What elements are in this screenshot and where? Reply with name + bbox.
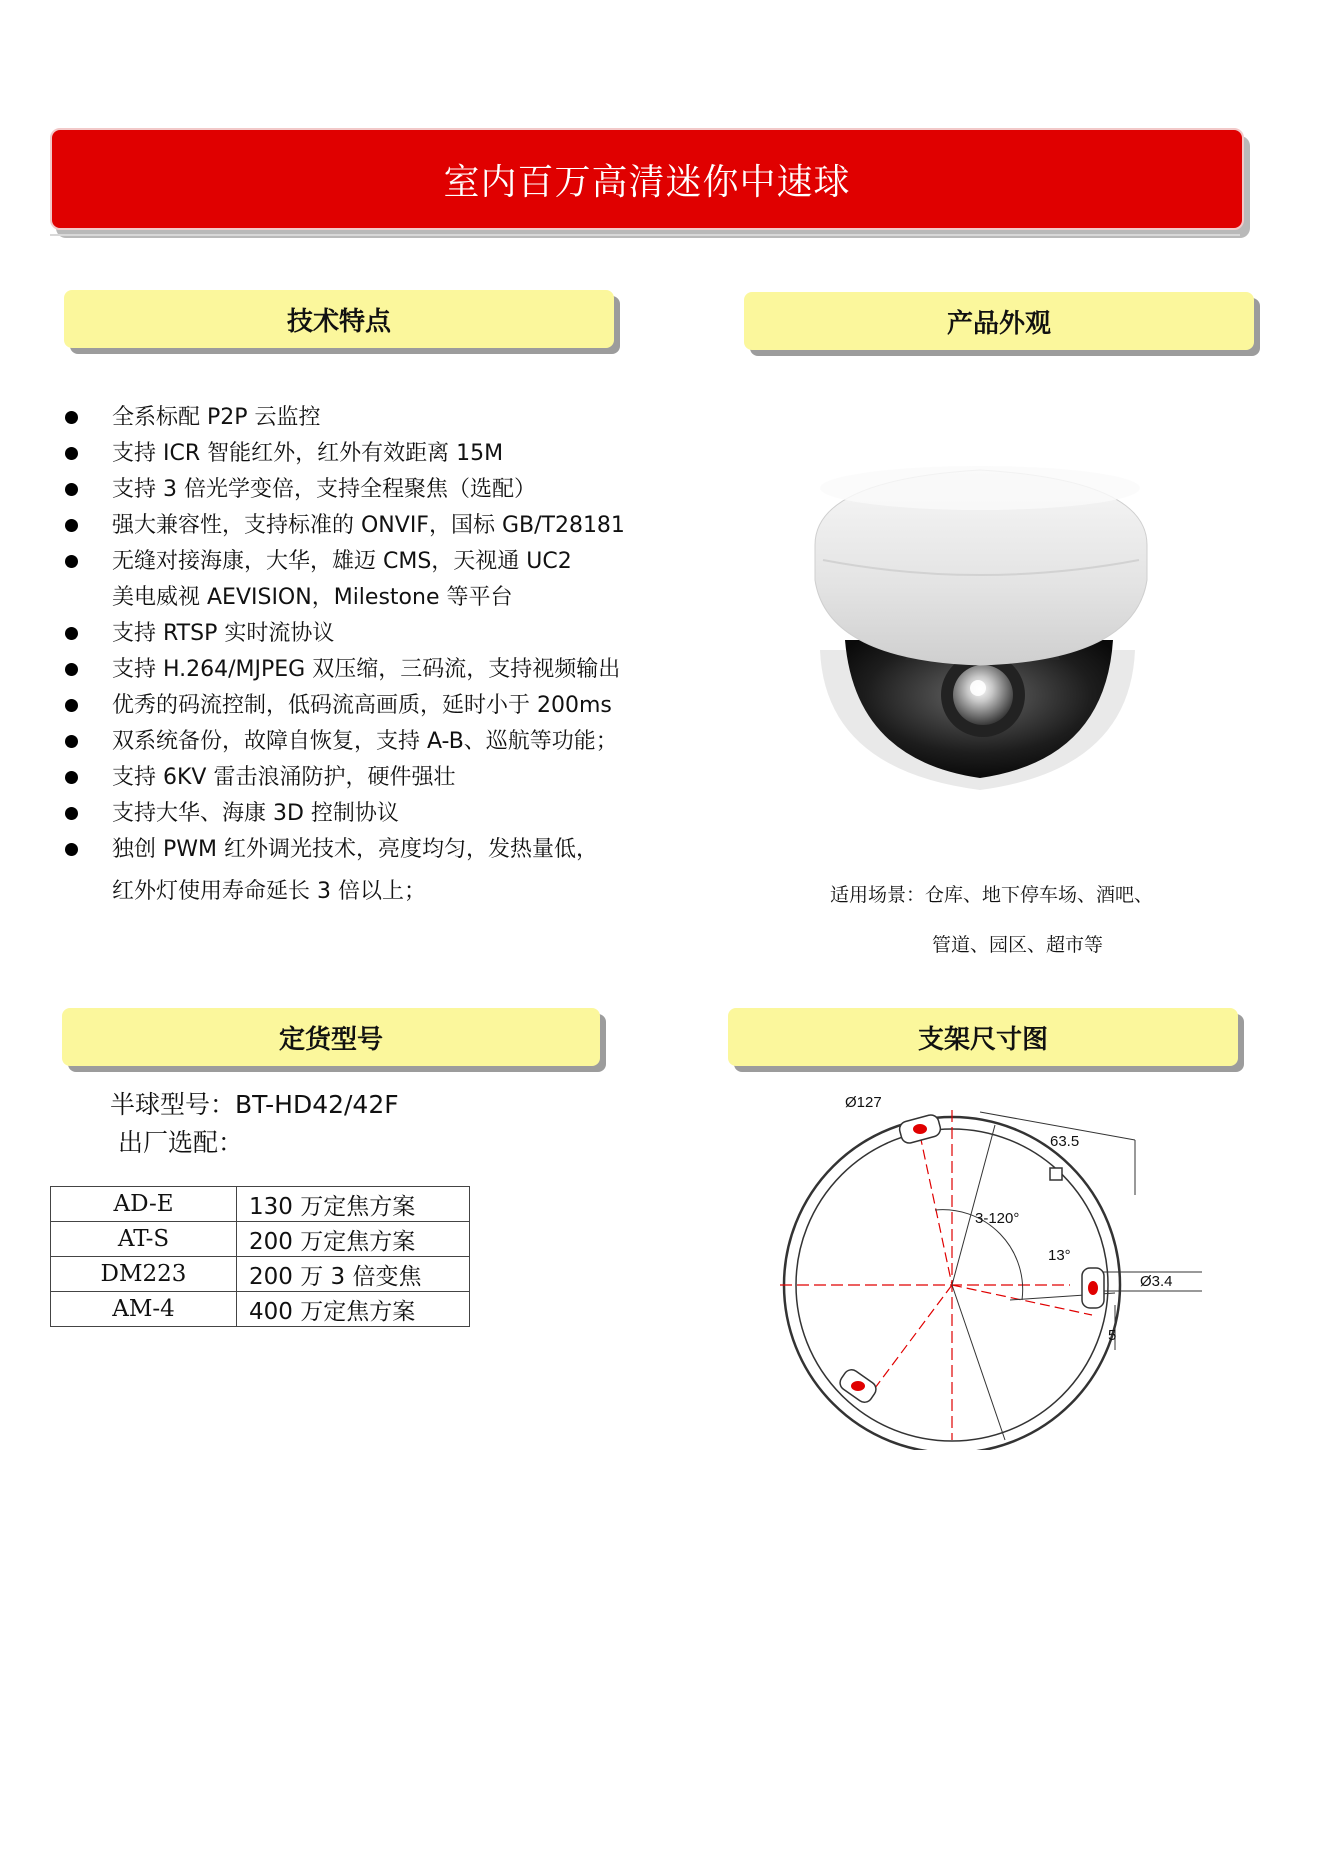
bullet-icon [65,411,78,424]
bullet-icon [65,447,78,460]
feature-item: 双系统备份，故障自恢复，支持 A-B、巡航等功能； [62,724,702,760]
table-row [51,1257,470,1292]
bullet-icon [65,843,78,856]
feature-item: 支持 6KV 雷击浪涌防护，硬件强壮 [62,760,702,796]
bullet-icon [65,555,78,568]
bullet-icon [65,627,78,640]
section-title-features: 技术特点 [286,306,391,337]
section-title-order: 定货型号 [278,1024,383,1055]
page-title: 室内百万高清迷你中速球 [443,161,851,203]
option-code: AT-S [51,1222,237,1257]
bullet-icon [65,699,78,712]
table-row [51,1292,470,1327]
section-header-bracket [728,1008,1238,1066]
hole-label: Ø3.4 [1140,1273,1173,1290]
feature-list [62,400,702,910]
feature-item: 优秀的码流控制，低码流高画质，延时小于 200ms [62,688,702,724]
options-table [50,1186,470,1327]
title-banner [50,128,1244,230]
angle-label: 3-120° [975,1210,1020,1227]
feature-item: 独创 PWM 红外调光技术，亮度均匀，发热量低， [62,832,702,868]
offset-label: 5 [1108,1327,1117,1344]
model-number: 半球型号：BT-HD42/42F [110,1090,399,1119]
option-code: AD-E [51,1187,237,1222]
feature-item: 支持 3 倍光学变倍，支持全程聚焦（选配） [62,472,702,508]
model-info [110,1085,399,1157]
bullet-icon [65,771,78,784]
bullet-icon [65,735,78,748]
option-code: DM223 [51,1257,237,1292]
section-header-features [64,290,614,348]
section-title-appearance: 产品外观 [946,308,1051,339]
bullet-icon [65,663,78,676]
factory-options-label: 出厂选配： [118,1128,244,1157]
option-desc: 200 万 3 倍变焦 [237,1257,470,1292]
section-header-appearance [744,292,1254,350]
feature-item: 支持 RTSP 实时流协议 [62,616,702,652]
table-row [51,1222,470,1257]
option-code: AM-4 [51,1292,237,1327]
small-angle-label: 13° [1048,1247,1071,1264]
dome-camera-image [775,440,1195,800]
bullet-icon [65,519,78,532]
width-label: 63.5 [1050,1133,1080,1150]
section-header-order [62,1008,600,1066]
feature-item-continuation: 美电威视 AEVISION，Milestone 等平台 [112,585,513,610]
feature-item: 无缝对接海康，大华，雄迈 CMS，天视通 UC2 [62,544,702,580]
bullet-icon [65,483,78,496]
title-divider [50,234,1240,236]
feature-item-continuation: 红外灯使用寿命延长 3 倍以上； [112,879,426,904]
scene-line-1: 适用场景：仓库、地下停车场、酒吧、 [830,884,1154,906]
option-desc: 200 万定焦方案 [237,1222,470,1257]
feature-item: 全系标配 P2P 云监控 [62,400,702,436]
scene-line-2: 管道、园区、超市等 [932,934,1104,956]
feature-item: 强大兼容性，支持标准的 ONVIF，国标 GB/T28181 [62,508,702,544]
table-row [51,1187,470,1222]
option-desc: 400 万定焦方案 [237,1292,470,1327]
feature-item: 支持 H.264/MJPEG 双压缩，三码流，支持视频输出 [62,652,702,688]
bracket-dimension-diagram [770,1090,1230,1450]
feature-item: 支持 ICR 智能红外，红外有效距离 15M [62,436,702,472]
bullet-icon [65,807,78,820]
section-title-bracket: 支架尺寸图 [917,1024,1048,1055]
diameter-label: Ø127 [845,1094,882,1111]
option-desc: 130 万定焦方案 [237,1187,470,1222]
feature-item: 支持大华、海康 3D 控制协议 [62,796,702,832]
